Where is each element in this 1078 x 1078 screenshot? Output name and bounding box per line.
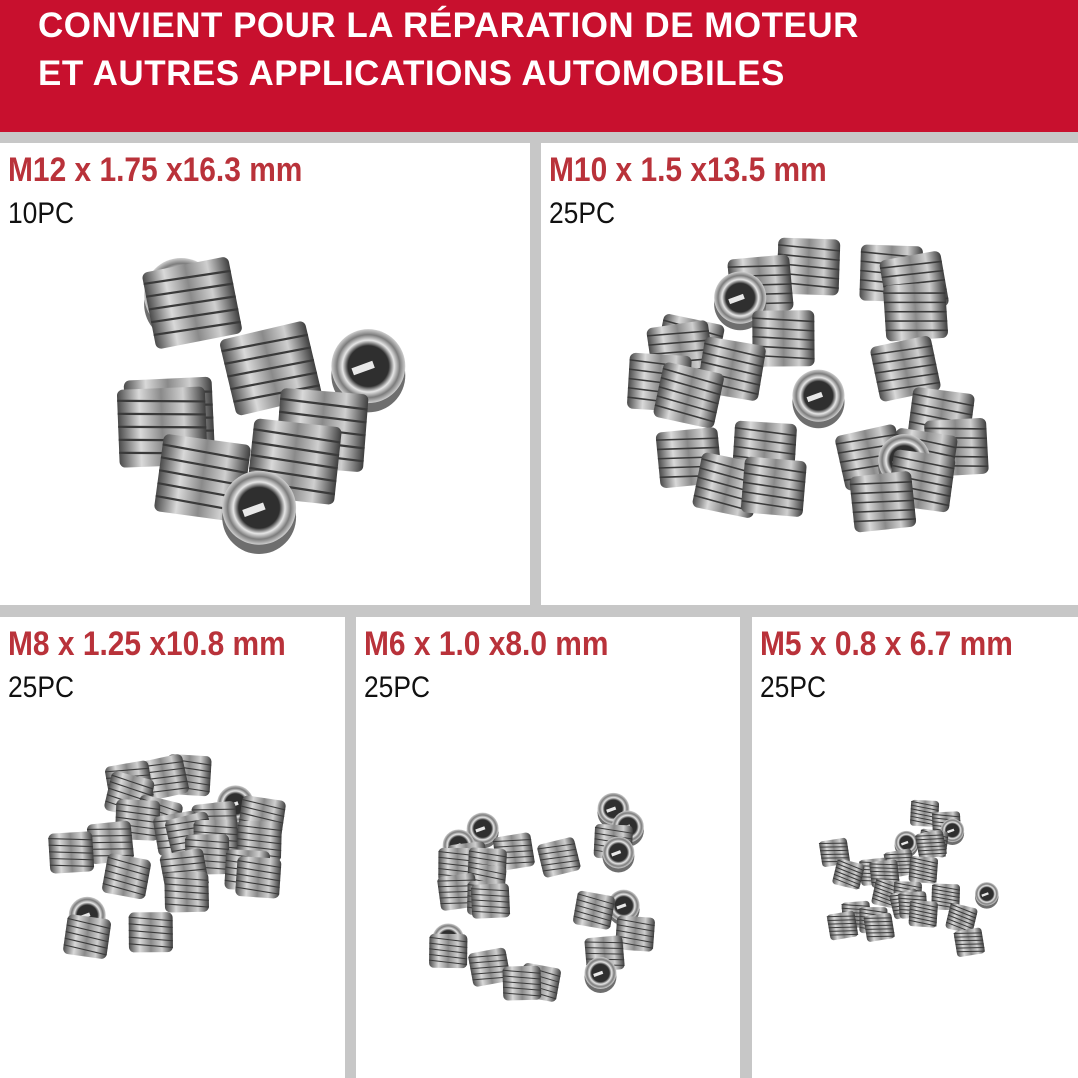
thread-inserts-image [0,617,345,1078]
thread-inserts-image [0,143,530,605]
quantity-label: 25PC [760,671,827,704]
size-label: M5 x 0.8 x 6.7 mm [760,625,1013,663]
thread-inserts-image [541,143,1078,605]
banner-line-2: ET AUTRES APPLICATIONS AUTOMOBILES [38,54,785,93]
quantity-label: 10PC [8,197,75,230]
quantity-label: 25PC [8,671,75,704]
thread-inserts-image [752,617,1078,1078]
panel-m6 [356,617,740,1078]
size-label: M6 x 1.0 x8.0 mm [364,625,609,663]
panel-m12 [0,143,530,605]
header-banner [0,0,1078,132]
banner-line-1: CONVIENT POUR LA RÉPARATION DE MOTEUR [38,6,859,45]
panel-m8 [0,617,345,1078]
quantity-label: 25PC [364,671,431,704]
panel-m10 [541,143,1078,605]
size-label: M12 x 1.75 x16.3 mm [8,151,303,189]
panel-m5 [752,617,1078,1078]
size-label: M8 x 1.25 x10.8 mm [8,625,286,663]
size-label: M10 x 1.5 x13.5 mm [549,151,827,189]
thread-inserts-image [356,617,740,1078]
quantity-label: 25PC [549,197,616,230]
